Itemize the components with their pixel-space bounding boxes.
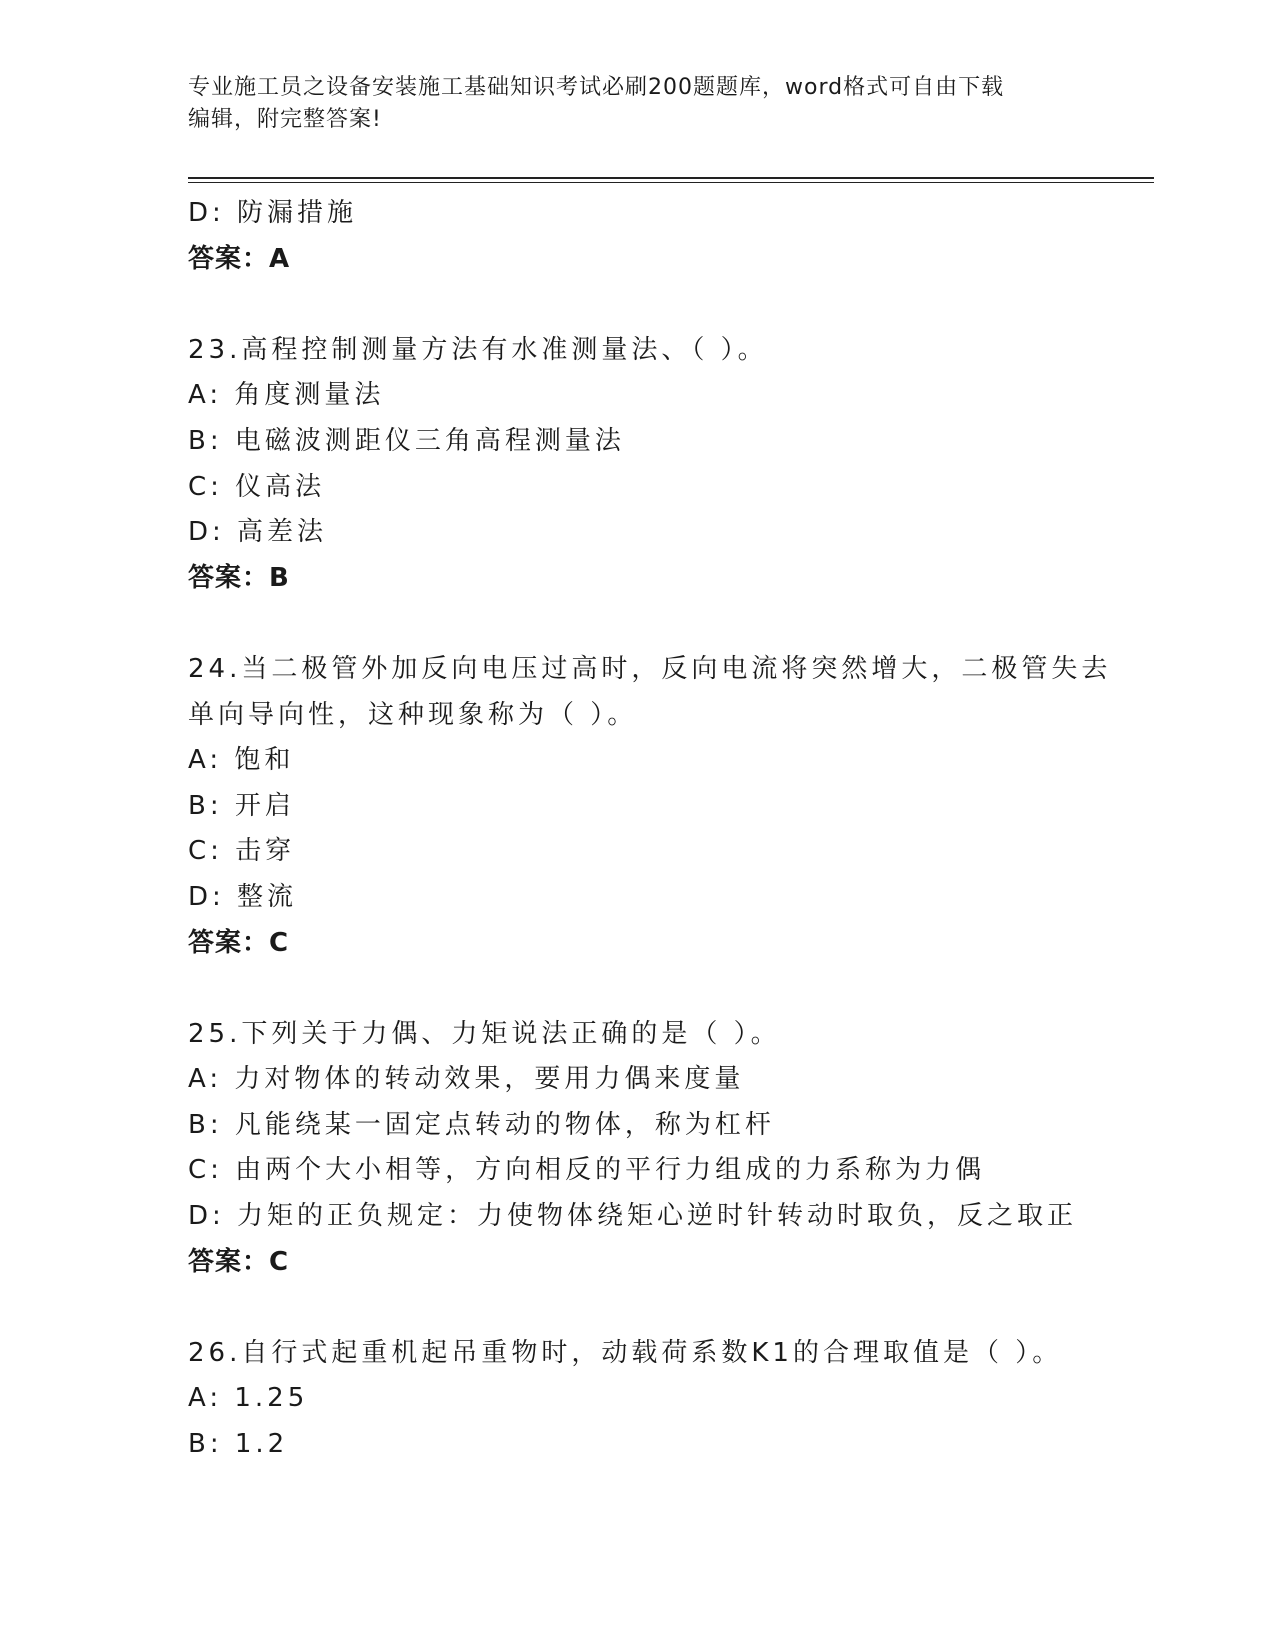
question-stem-line-1: 24.当二极管外加反向电压过高时，反向电流将突然增大，二极管失去: [188, 653, 1112, 684]
option-a: A: 力对物体的转动效果，要用力偶来度量: [188, 1064, 745, 1095]
option-b: B: 电磁波测距仪三角高程测量法: [188, 425, 625, 456]
question-stem: 25.下列关于力偶、力矩说法正确的是（ ）。: [188, 1018, 781, 1049]
question-26: [188, 1331, 1088, 1468]
option-d: D: 力矩的正负规定：力使物体绕矩心逆时针转动时取负，反之取正: [188, 1201, 1078, 1232]
option-c: C: 由两个大小相等，方向相反的平行力组成的力系称为力偶: [188, 1155, 986, 1186]
option-a: A: 角度测量法: [188, 380, 385, 411]
question-25: [188, 1012, 1088, 1286]
answer: 答案：C: [188, 1246, 290, 1277]
option-b: B: 1.2: [188, 1429, 289, 1460]
option-c: C: 仪高法: [188, 471, 326, 502]
answer: 答案：C: [188, 927, 290, 958]
question-stem: 26.自行式起重机起吊重物时，动载荷系数K1的合理取值是（ ）。: [188, 1337, 1063, 1368]
prev-option-d: D: 防漏措施: [188, 198, 358, 228]
option-d: D: 高差法: [188, 517, 328, 548]
header-divider-thick: [188, 177, 1154, 179]
prev-answer: 答案：A: [188, 243, 291, 274]
spacer: [188, 282, 1088, 328]
answer: 答案：B: [188, 562, 290, 593]
option-b: B: 凡能绕某一固定点转动的物体，称为杠杆: [188, 1109, 775, 1140]
header-divider-thin: [188, 182, 1154, 183]
option-a: A: 饱和: [188, 745, 295, 776]
question-list: [188, 191, 1112, 1468]
question-23: [188, 328, 1088, 602]
spacer: [188, 966, 1088, 1012]
spacer: [188, 601, 1088, 647]
header-line-1: 专业施工员之设备安装施工基础知识考试必刷200题题库，word格式可自由下载: [188, 75, 1005, 100]
option-d: D: 整流: [188, 881, 298, 912]
option-a: A: 1.25: [188, 1383, 309, 1414]
spacer: [188, 1285, 1088, 1331]
document-header: [188, 72, 1088, 136]
header-line-2: 编辑，附完整答案!: [188, 107, 382, 132]
question-stem-line-2: 单向导向性，这种现象称为（ ）。: [188, 699, 638, 730]
option-c: C: 击穿: [188, 836, 296, 867]
question-24: [188, 647, 1112, 966]
option-b: B: 开启: [188, 790, 295, 821]
question-stem: 23.高程控制测量方法有水准测量法、（ ）。: [188, 334, 768, 365]
